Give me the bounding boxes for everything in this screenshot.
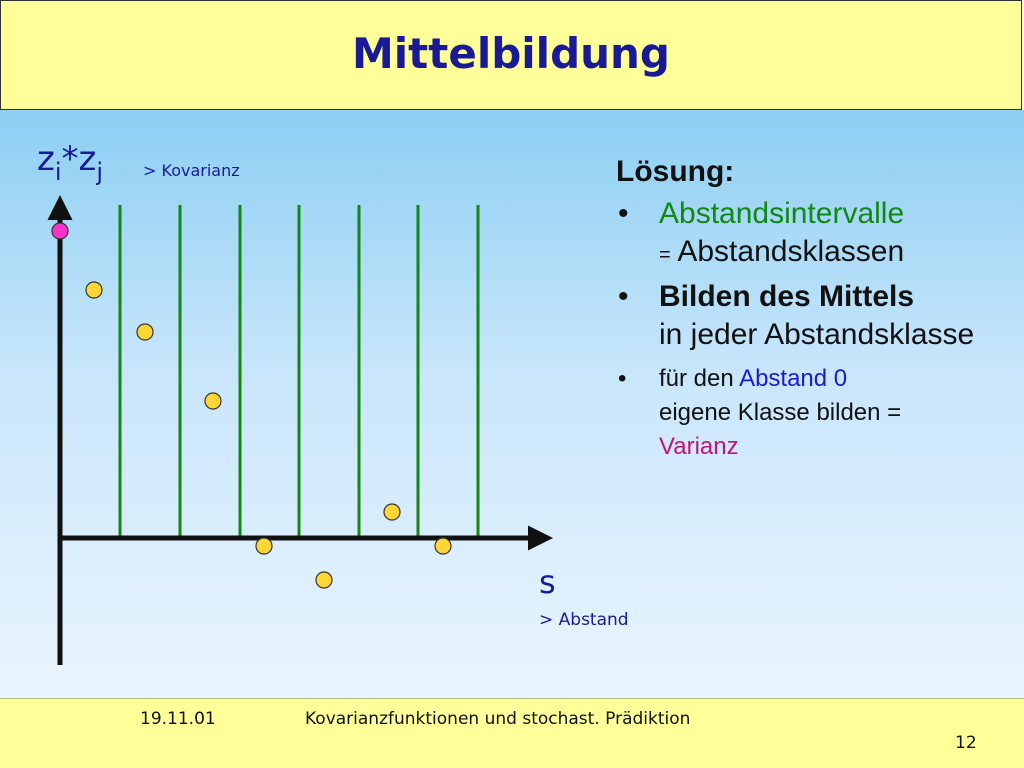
data-point	[256, 538, 272, 554]
x-axis-note: > Abstand	[539, 610, 629, 630]
bullet1-term: Abstandsintervalle	[659, 197, 905, 230]
bullet2-rest: in jeder Abstandsklasse	[659, 318, 975, 351]
data-point	[384, 504, 400, 520]
bullet3-part-b: eigene Klasse bilden =	[659, 399, 902, 426]
data-point	[86, 282, 102, 298]
bullet3-part-a: für den	[659, 365, 740, 392]
slide-title: Mittelbildung	[351, 29, 670, 78]
bullet1-rest: Abstandsklassen	[670, 235, 905, 268]
bullet2-term: Bilden des Mittels	[659, 280, 915, 313]
bullet3-distance: Abstand 0	[739, 365, 848, 392]
data-point	[137, 324, 153, 340]
list-item	[616, 362, 1016, 464]
solution-box	[616, 155, 1016, 464]
x-axis-label: s	[539, 563, 556, 601]
solution-heading: Lösung:	[616, 155, 735, 188]
bullet3-variance: Varianz	[659, 433, 739, 460]
y-axis-label: $z_i*z_j$	[37, 139, 104, 186]
solution-list	[616, 195, 1016, 464]
y-axis-note: > Kovarianz	[143, 161, 240, 180]
list-item	[616, 278, 1016, 354]
data-point	[435, 538, 451, 554]
list-item	[616, 195, 1016, 274]
page-number: 12	[955, 733, 977, 753]
footer-text: Kovarianzfunktionen und stochast. Prädiktion	[305, 709, 691, 729]
bullet1-equals: =	[659, 244, 671, 266]
variance-point	[52, 223, 68, 239]
data-point	[316, 572, 332, 588]
data-point	[205, 393, 221, 409]
footer-date: 19.11.01	[140, 709, 216, 729]
footer	[0, 698, 1024, 768]
